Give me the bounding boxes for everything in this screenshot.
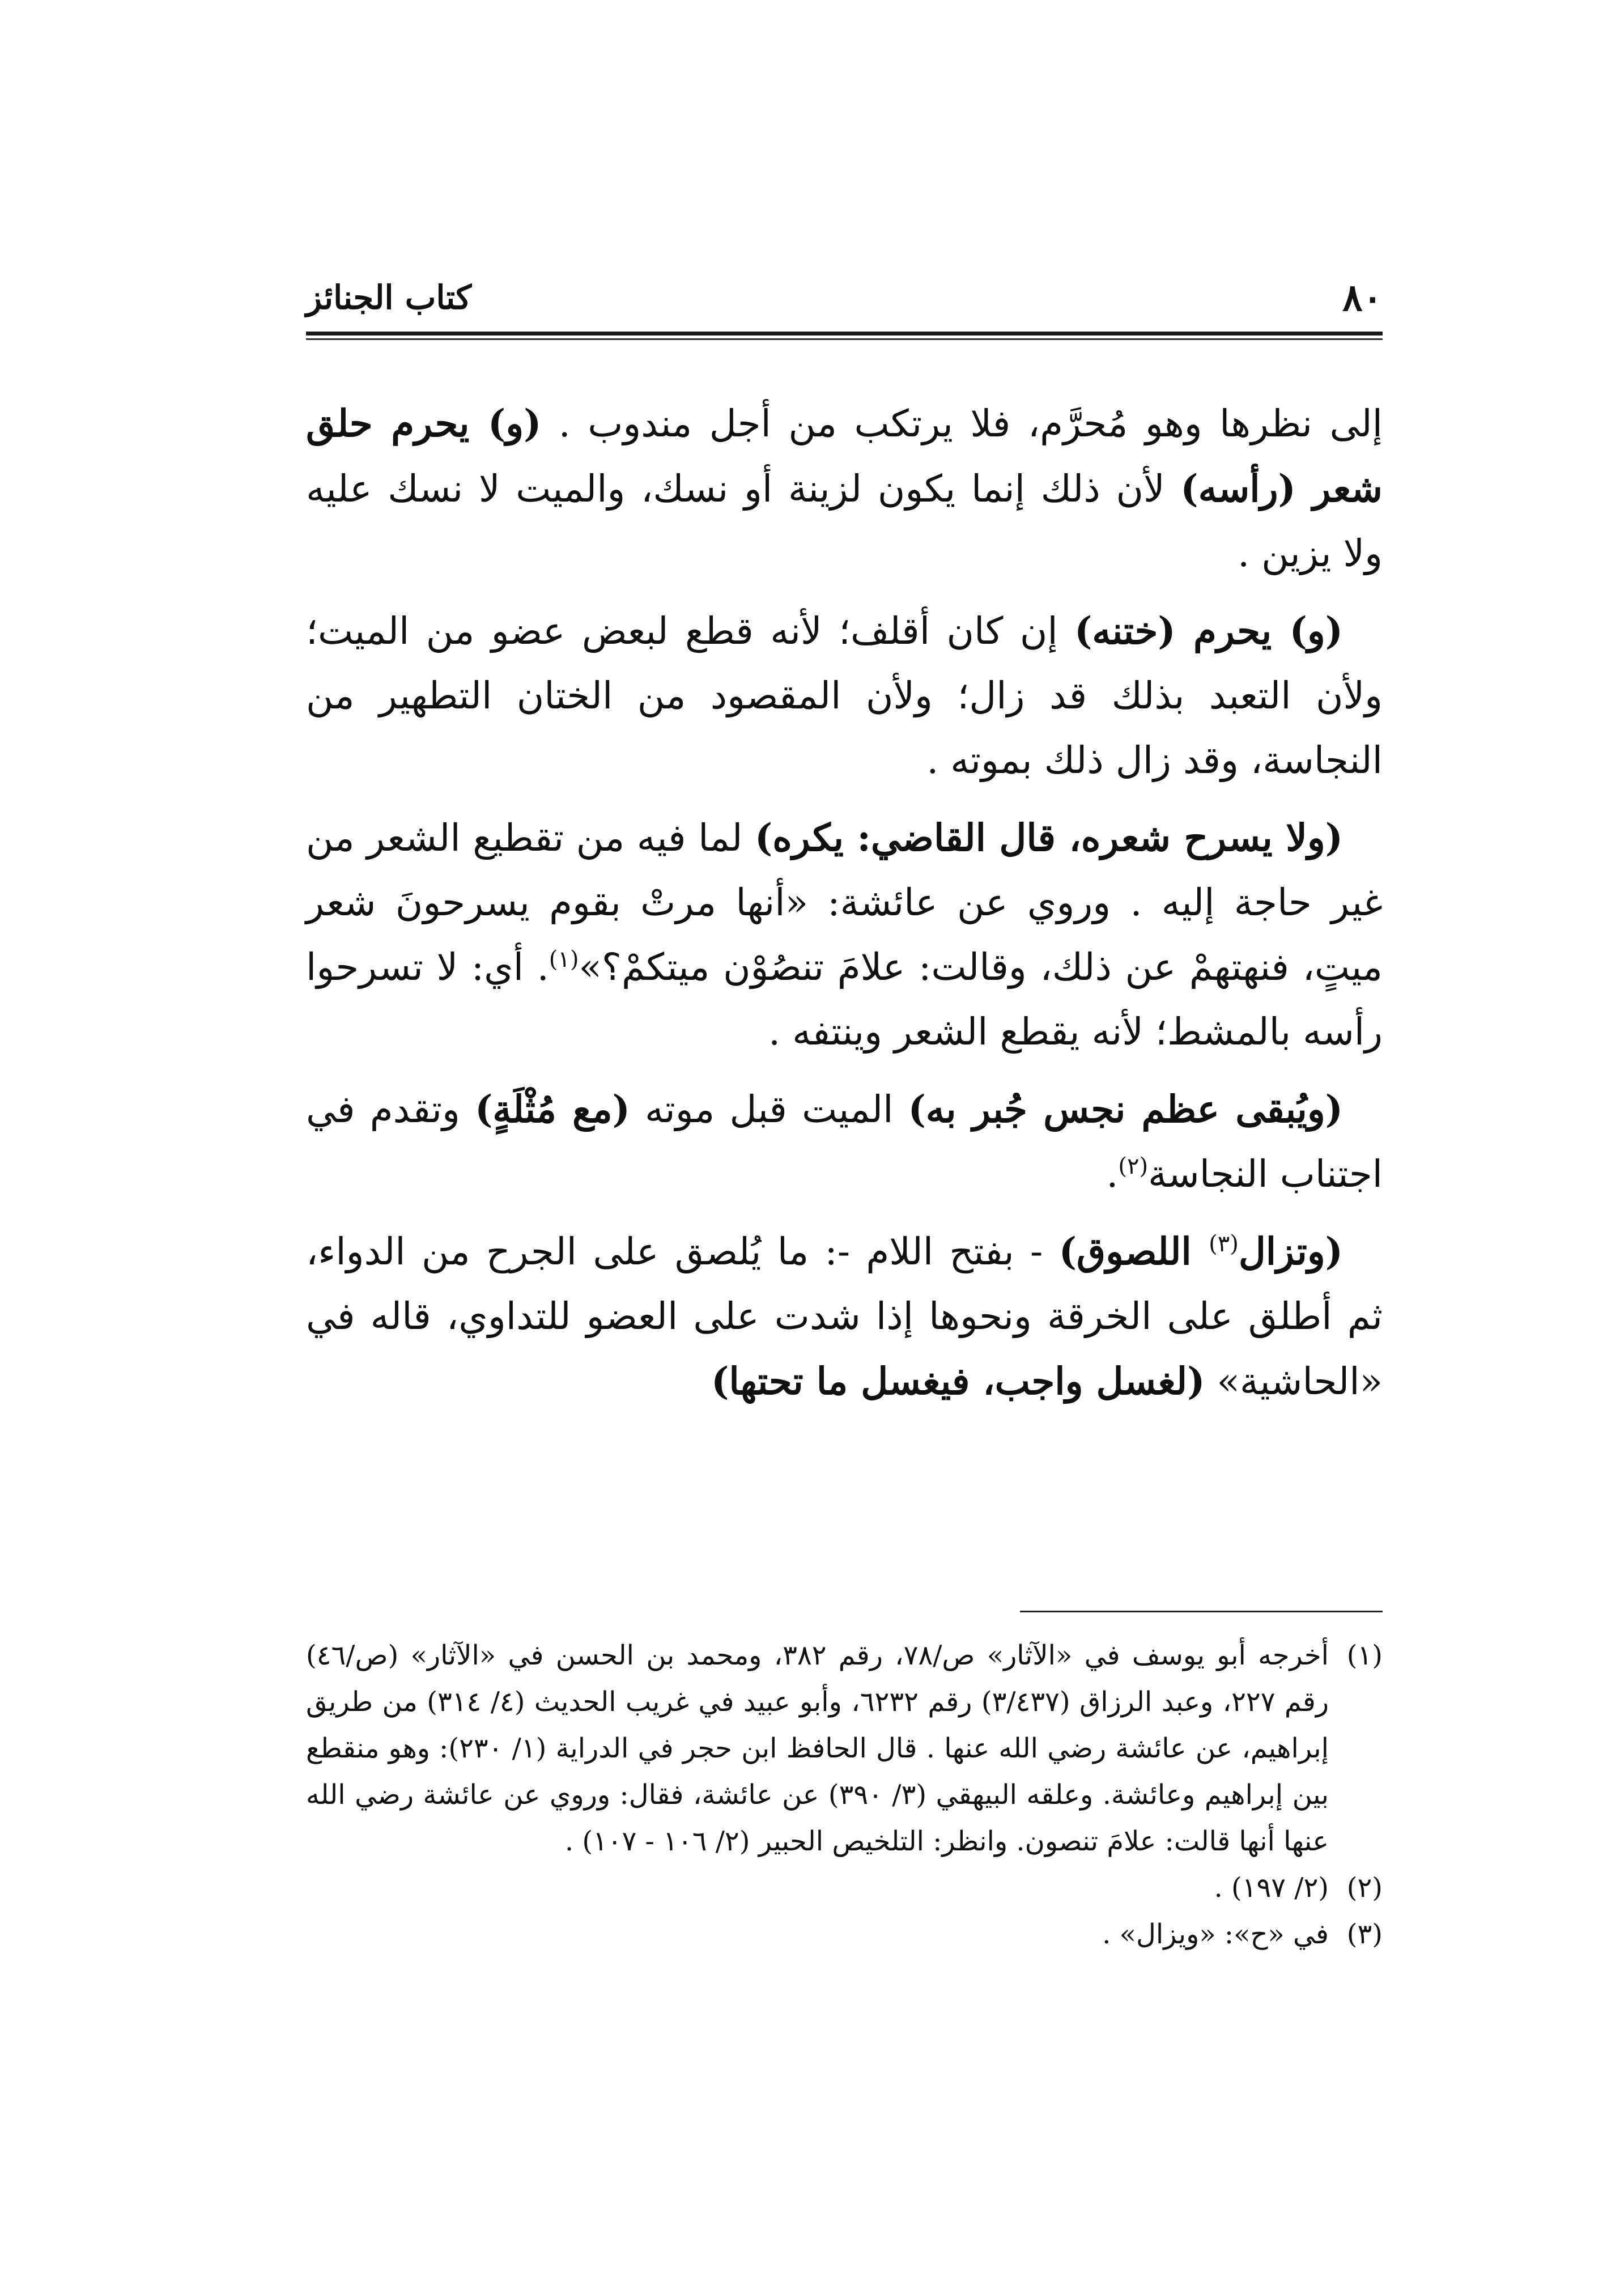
matn-text: (مع مُثْلَةٍ) bbox=[475, 1087, 630, 1131]
running-header bbox=[306, 266, 1383, 329]
chapter-title: كتاب الجنائز bbox=[306, 278, 472, 317]
footnotes-section bbox=[306, 1632, 1383, 1957]
paragraph bbox=[306, 391, 1383, 586]
page-number: ٨٠ bbox=[1342, 275, 1383, 320]
footnote-text: (٢/ ١٩٧) . bbox=[1214, 1872, 1329, 1904]
footnote-text: أخرجه أبو يوسف في «الآثار» ص/٧٨، رقم ٣٨٢، ومحمد بن الحسن في «الآثار» (ص/٤٦) رقم ٢٢٧، وعبد الرزاق (٣/٤٣٧) رقم ٦٢٣٢، وأبو عبيد في غريب الحديث (٤/ ٣١٤) من طريق إبراهيم، عن عائشة رضي الله عنها . قال الحافظ ابن حجر في الدراية (١/ ٢٣٠): وهو منقطع بين إبراهيم وعائشة. وعلقه البيهقي (٣/ ٣٩٠) عن عائشة، فقال: وروي عن عائشة رضي الله عنها أنها قالت: علامَ تنصون. وانظر: التلخيص الحبير (٢/ ١٠٦ - ١٠٧) . bbox=[306, 1640, 1329, 1857]
commentary-text: وتقدم في اجتناب النجاسة bbox=[306, 1088, 1383, 1196]
paragraph bbox=[306, 1077, 1383, 1207]
paragraph bbox=[306, 598, 1383, 793]
commentary-text: الميت قبل موته bbox=[630, 1088, 908, 1131]
matn-text: (لغسل واجب، فيغسل ما تحتها) bbox=[711, 1359, 1205, 1403]
commentary-text: إن كان أقلف؛ لأنه قطع لبعض عضو من الميت؛ ولأن التعبد بذلك قد زال؛ ولأن المقصود من الختان التطهير من النجاسة، وقد زال ذلك بموته . bbox=[306, 609, 1383, 782]
matn-text: (ولا يسرح شعره، قال القاضي: يكره) bbox=[755, 816, 1343, 860]
footnote-number: (١) bbox=[1346, 1640, 1383, 1671]
footnote-number: (٢) bbox=[1346, 1872, 1383, 1904]
footnote-reference: (٢) bbox=[1118, 1153, 1149, 1179]
main-text-body bbox=[306, 391, 1383, 1426]
footnote-number: (٣) bbox=[1346, 1918, 1383, 1950]
footnote bbox=[306, 1865, 1383, 1911]
footnote-reference: (١) bbox=[549, 946, 579, 973]
paragraph bbox=[306, 805, 1383, 1064]
matn-text: (ويُبقى عظم نجس جُبر به) bbox=[908, 1087, 1343, 1131]
paragraph bbox=[306, 1219, 1383, 1414]
matn-text: (وتزال bbox=[1238, 1229, 1343, 1273]
matn-text: اللصوق) bbox=[1058, 1229, 1209, 1273]
commentary-text: - بفتح اللام -: ما يُلصق على الجرح من الدواء، ثم أطلق على الخرقة ونحوها إذا شدت على العضو للتداوي، قاله في «الحاشية» bbox=[306, 1230, 1383, 1403]
footnote-reference: (٣) bbox=[1209, 1231, 1239, 1257]
matn-text: (و) يحرم حلق شعر (رأسه) bbox=[306, 401, 1383, 511]
commentary-text: . أي: لا تسرحوا رأسه بالمشط؛ لأنه يقطع الشعر وينتفه . bbox=[306, 945, 1383, 1054]
commentary-text: لأن ذلك إنما يكون لزينة أو نسك، والميت لا نسك عليه ولا يزين . bbox=[306, 467, 1383, 575]
commentary-text: . bbox=[1106, 1152, 1119, 1196]
matn-text: (و) يحرم (ختنه) bbox=[1074, 609, 1343, 653]
footnote-text: في «ح»: «ويزال» . bbox=[1102, 1918, 1329, 1950]
footnote-separator bbox=[1020, 1611, 1383, 1612]
footnote bbox=[306, 1911, 1383, 1957]
commentary-text: لما فيه من تقطيع الشعر من غير حاجة إليه . وروي عن عائشة: «أنها مرتْ بقوم يسرحونَ شعر ميتٍ، فنهتهمْ عن ذلك، وقالت: علامَ تنصُوْن ميتكمْ؟» bbox=[306, 816, 1383, 989]
commentary-text: إلى نظرها وهو مُحرَّم، فلا يرتكب من أجل مندوب . bbox=[541, 402, 1383, 445]
header-divider bbox=[306, 332, 1383, 349]
footnote bbox=[306, 1632, 1383, 1865]
